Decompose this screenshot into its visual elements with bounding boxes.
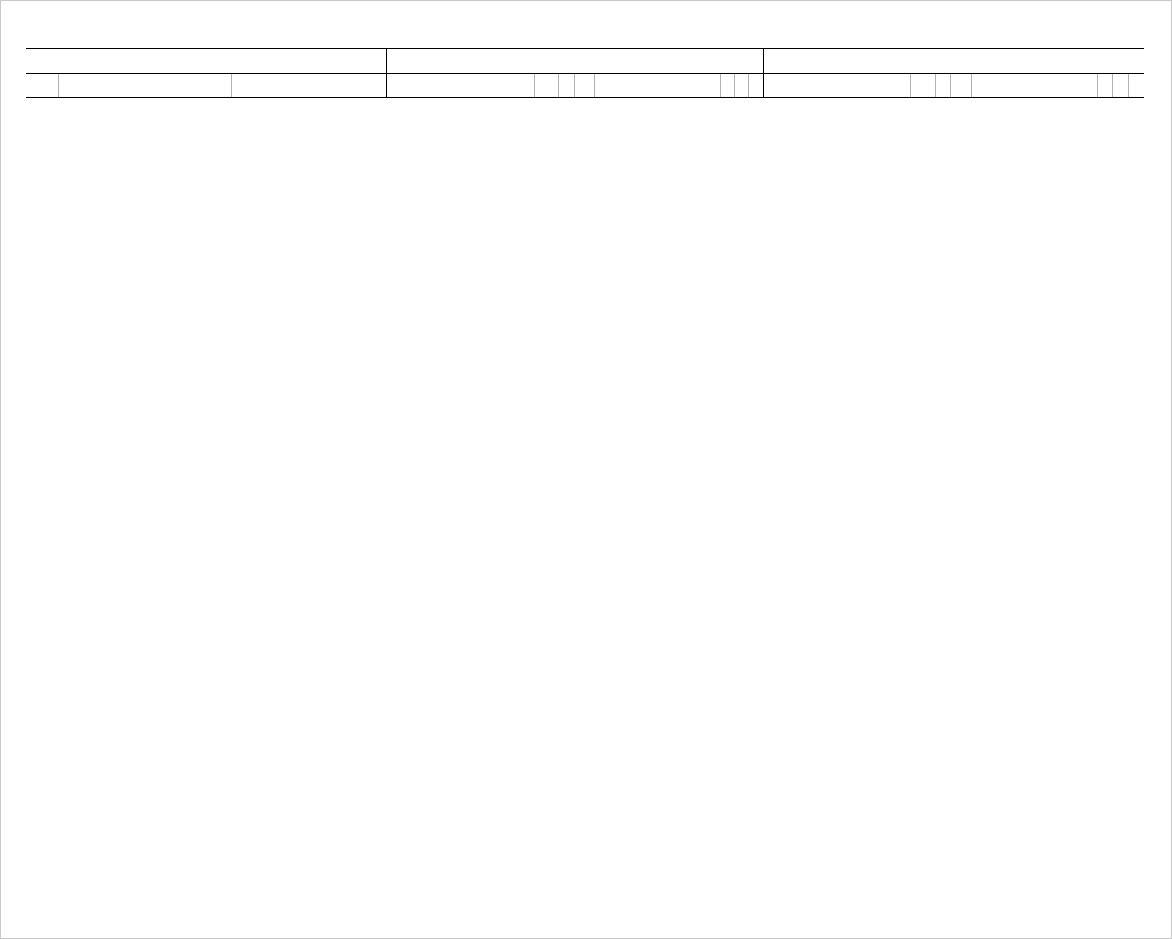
header-c-pais [595,74,721,98]
header-c-tcr [749,74,763,98]
header-v-pt [911,74,936,98]
header-c-pe [559,74,574,98]
header-evento [59,74,231,98]
header-local [231,74,386,98]
header-v-nome [763,74,911,98]
header-v-pais [971,74,1097,98]
group-campeao [386,49,763,74]
header-v-tcr [1128,74,1144,98]
header-v-tpe [1113,74,1128,98]
header-v-pe [935,74,950,98]
header-c-nome [386,74,534,98]
header-c-pt [534,74,559,98]
group-referencia [26,49,386,74]
header-c-tpe [734,74,748,98]
header-v-cr [951,74,972,98]
header-ano [26,74,59,98]
group-vice [763,49,1144,74]
header-v-tpt [1098,74,1113,98]
header-c-tpt [721,74,734,98]
history-table [26,48,1144,98]
header-c-cr [574,74,595,98]
